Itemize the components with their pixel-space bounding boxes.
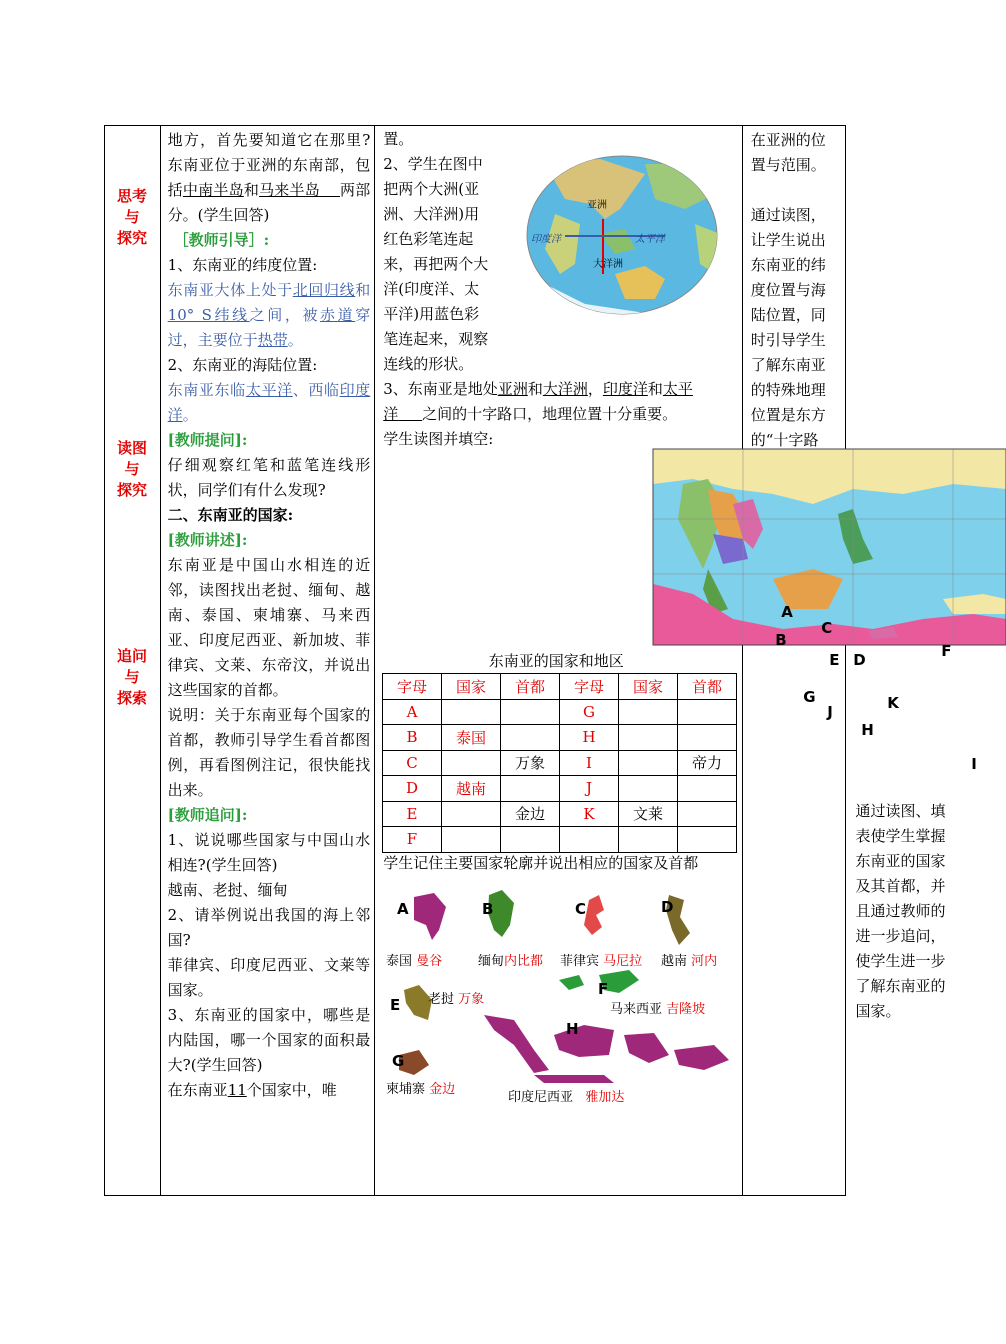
- outline-country-e: 老挝: [428, 992, 455, 1007]
- table-cell: [442, 699, 501, 725]
- map-letter-k: K: [887, 694, 899, 712]
- step-2-line: 红色彩笔连起: [383, 230, 474, 248]
- sea-land-title: 2、东南亚的海陆位置:: [167, 356, 318, 374]
- s3a: 3、东南亚是地处: [383, 380, 498, 398]
- note-text: 说明：关于东南亚每个国家的首都，教师引导学生看首都图例，再看图例注记，很快能找出来。: [167, 706, 371, 799]
- intent-3: 通过读图、填表使学生掌握东南亚的国家及其首都，并且通过教师的进一步追问，使学生进一步了解东南亚的国家。: [855, 801, 946, 1020]
- stage-label-ask-text: 追问 与 探索: [116, 647, 147, 707]
- stage-label-ask: [105, 646, 159, 709]
- table-row: [383, 725, 737, 751]
- blank-count: 11: [227, 1081, 247, 1099]
- blank-asia: 亚洲: [497, 380, 528, 398]
- table-cell: C: [383, 750, 442, 776]
- globe-label-indian: 印度洋: [531, 234, 562, 245]
- table-cell: [442, 750, 501, 776]
- teacher-activity-column: [160, 126, 375, 1196]
- stage-label-think: [105, 186, 159, 249]
- map-letter-g: G: [803, 688, 816, 706]
- blank-tropical: 热带: [257, 331, 288, 349]
- lat-c: 之间，被: [249, 306, 321, 324]
- stage-column: [105, 126, 161, 1196]
- outline-capital-a: 曼谷: [416, 954, 443, 969]
- lat-e: 。: [287, 331, 303, 349]
- lat-d: 穿过，主要位于: [167, 306, 371, 349]
- outline-label-b: [478, 950, 543, 969]
- outline-country-h: 印度尼西亚: [508, 1090, 574, 1105]
- intent-2: 通过读图，让学生说出东南亚的纬度位置与海陆位置，同时引导学生了解东南亚的特殊地理位置是东方的“十字路: [750, 206, 826, 449]
- step-2-line: 来，再把两个大: [383, 255, 489, 273]
- outline-letter-h: H: [566, 1020, 579, 1038]
- capital-fill-table: [382, 673, 737, 853]
- outline-letter-a: A: [397, 900, 409, 918]
- last-b: 个国家中，唯: [246, 1081, 337, 1099]
- intro-text: 地方，首先要知道它在那里?东南亚位于亚洲的东南部，包括: [167, 131, 371, 199]
- question-3: 3、东南亚的国家中，哪些是内陆国，哪一个国家的面积最大?(学生回答): [167, 1006, 371, 1074]
- table-cell: 越南: [442, 776, 501, 802]
- table-cell: [442, 827, 501, 853]
- table-cell: 文莱: [619, 801, 678, 827]
- outline-capital-e: 万象: [458, 992, 485, 1007]
- outline-label-h: [508, 1086, 624, 1105]
- blank-pacific-ocean: 太平洋: [383, 380, 693, 423]
- step-2-line: 连线的形状。: [383, 355, 474, 373]
- table-cell: [501, 699, 560, 725]
- outline-capital-h: 雅加达: [585, 1090, 625, 1105]
- globe-map: [525, 154, 720, 317]
- question-1: 1、说说哪些国家与中国山水相连?(学生回答): [167, 831, 371, 874]
- map-letter-i: I: [971, 755, 977, 773]
- table-cell: [501, 827, 560, 853]
- blank-10s: 10° S纬线: [167, 306, 250, 324]
- outline-country-a: 泰国: [386, 954, 413, 969]
- table-cell: [501, 725, 560, 751]
- outline-country-f: 马来西亚: [610, 1002, 663, 1017]
- table-cell: J: [560, 776, 619, 802]
- latitude-paragraph: [168, 278, 371, 353]
- blank-equator: 赤道: [320, 306, 356, 324]
- outline-capital-d: 河内: [691, 954, 718, 969]
- blank-malay: 马来半岛: [259, 181, 320, 199]
- outline-capital-f: 吉隆坡: [666, 1002, 706, 1017]
- sea-land-paragraph: [168, 378, 371, 428]
- table-cell: K: [560, 801, 619, 827]
- s3-and2: 和: [647, 380, 663, 398]
- outline-country-d: 越南: [661, 954, 688, 969]
- header-cell: 首都: [678, 674, 737, 700]
- stage-label-read: [105, 438, 159, 501]
- outline-label-f: [610, 998, 705, 1017]
- table-cell: D: [383, 776, 442, 802]
- table-row: [383, 699, 737, 725]
- blank-indian-ocean: 印度洋: [602, 380, 648, 398]
- map-letter-a: A: [781, 603, 793, 621]
- table-cell: [501, 776, 560, 802]
- intro-end: 两部分。(学生回答): [167, 181, 371, 224]
- s3b: 之间的十字路口，地理位置十分重要。: [422, 405, 678, 423]
- header-cell: 首都: [501, 674, 560, 700]
- globe-label-pacific: 太平洋: [635, 234, 666, 245]
- header-cell: 字母: [560, 674, 619, 700]
- table-cell: [560, 827, 619, 853]
- table-cell: B: [383, 725, 442, 751]
- stage-label-think-text: 思考 与 探究: [116, 187, 147, 247]
- teacher-talk-text: 东南亚是中国山水相连的近邻，读图找出老挝、缅甸、越南、泰国、柬埔寨、马来西亚、印度尼西亚、新加坡、菲律宾、文莱、东帝汶，并说出这些国家的首都。: [167, 556, 371, 699]
- step-2-line: 洋(印度洋、太: [383, 280, 480, 298]
- table-cell: A: [383, 699, 442, 725]
- outline-letter-b: B: [482, 900, 494, 918]
- table-cell: G: [560, 699, 619, 725]
- latitude-title: 1、东南亚的纬度位置:: [167, 256, 318, 274]
- table-cell: [678, 827, 737, 853]
- capital-table-header: [383, 674, 737, 700]
- last-line: [168, 1078, 371, 1103]
- teacher-ask-label: [教师提问]:: [167, 431, 248, 449]
- teacher-follow-label: [教师追问]:: [167, 806, 248, 824]
- blank-tropic: 北回归线: [292, 281, 356, 299]
- outline-label-c: [560, 950, 642, 969]
- step-2-line: 2、学生在图中: [383, 155, 483, 173]
- s3-and: 和: [527, 380, 543, 398]
- header-cell: 国家: [619, 674, 678, 700]
- outline-label-e: [428, 988, 484, 1007]
- table-cell: E: [383, 801, 442, 827]
- table-cell: [678, 725, 737, 751]
- outline-label-a: [386, 950, 442, 969]
- table-row: [383, 776, 737, 802]
- map-letter-b: B: [775, 631, 787, 649]
- outline-letter-e: E: [390, 996, 401, 1014]
- answer-2: 菲律宾、印度尼西亚、文莱等国家。: [167, 956, 371, 999]
- outline-label-d: [661, 950, 717, 969]
- map-letter-e: E: [829, 651, 840, 669]
- table-row: [383, 827, 737, 853]
- intro-and: 和: [243, 181, 260, 199]
- lat-a: 东南亚大体上处于: [167, 281, 293, 299]
- table-cell: [619, 776, 678, 802]
- step-2-line: 把两个大洲(亚: [383, 180, 480, 198]
- outline-country-g: 柬埔寨: [386, 1082, 426, 1097]
- map-title: 东南亚的国家和地区: [488, 652, 624, 670]
- step-2-text: [383, 152, 513, 377]
- blank-pacific: 太平洋: [245, 381, 293, 399]
- teacher-ask-text: 仔细观察红笔和蓝笔连线形状，同学们有什么发现?: [167, 456, 371, 499]
- table-cell: F: [383, 827, 442, 853]
- blank-oceania: 大洋洲: [542, 380, 588, 398]
- table-cell: [442, 801, 501, 827]
- map-letter-j: J: [827, 703, 833, 721]
- stage-label-read-text: 读图 与 探究: [116, 439, 147, 499]
- step-2-line: 洲、大洋洲)用: [383, 205, 480, 223]
- sea-c: 。: [182, 406, 198, 424]
- blank-indochina: 中南半岛: [182, 181, 244, 199]
- header-cell: 字母: [383, 674, 442, 700]
- table-cell: [678, 801, 737, 827]
- table-cell: [619, 750, 678, 776]
- table-cell: [619, 699, 678, 725]
- globe-label-oceania: 大洋洲: [593, 259, 624, 270]
- outline-hint: 学生记住主要国家轮廓并说出相应的国家及首都: [383, 854, 699, 872]
- sea-b: 、西临: [292, 381, 340, 399]
- outline-country-b: 缅甸: [478, 954, 505, 969]
- sea-a: 东南亚东临: [167, 381, 246, 399]
- step-2-line: 平洋)用蓝色彩: [383, 305, 480, 323]
- map-letter-f: F: [941, 642, 952, 660]
- table-cell: 万象: [501, 750, 560, 776]
- outline-capital-c: 马尼拉: [603, 954, 643, 969]
- blank-indian: 印度洋: [167, 381, 371, 424]
- table-cell: 金边: [501, 801, 560, 827]
- fill-instruction: 学生读图并填空:: [383, 430, 494, 448]
- outline-capital-g: 金边: [429, 1082, 456, 1097]
- step-2-line: 笔连起来，观察: [383, 330, 489, 348]
- map-letter-c: C: [821, 619, 833, 637]
- intent-1: 在亚洲的位置与范围。: [750, 131, 826, 174]
- teacher-talk-label: [教师讲述]:: [167, 531, 248, 549]
- intro-paragraph: [168, 128, 371, 228]
- table-cell: 泰国: [442, 725, 501, 751]
- teacher-guide-label: ［教师引导］:: [173, 231, 270, 249]
- question-2: 2、请举例说出我国的海上邻国?: [167, 906, 371, 949]
- outline-letter-g: G: [392, 1052, 405, 1070]
- table-cell: [619, 827, 678, 853]
- map-letter-h: H: [861, 721, 874, 739]
- outline-letter-c: C: [575, 900, 587, 918]
- outline-capital-b: 内比都: [504, 954, 544, 969]
- answer-1: 越南、老挝、缅甸: [167, 881, 288, 899]
- step-3-paragraph: [383, 377, 733, 427]
- col3-first-line: 置。: [383, 130, 414, 148]
- table-cell: [619, 725, 678, 751]
- map-letter-d: D: [853, 651, 866, 669]
- outline-country-c: 菲律宾: [560, 954, 600, 969]
- header-cell: 国家: [442, 674, 501, 700]
- table-cell: [678, 776, 737, 802]
- table-row: [383, 801, 737, 827]
- s3-comma: ，: [587, 380, 603, 398]
- globe-label-asia: 亚洲: [587, 200, 608, 211]
- table-cell: I: [560, 750, 619, 776]
- last-a: 在东南亚: [167, 1081, 228, 1099]
- table-cell: [678, 699, 737, 725]
- lat-b: 和: [355, 281, 371, 299]
- outline-letter-d: D: [661, 898, 674, 916]
- table-cell: 帝力: [678, 750, 737, 776]
- outline-label-g: [386, 1078, 455, 1097]
- section-two-title: 二、东南亚的国家:: [167, 506, 294, 524]
- outline-letter-f: F: [598, 980, 609, 998]
- table-row: [383, 750, 737, 776]
- table-cell: H: [560, 725, 619, 751]
